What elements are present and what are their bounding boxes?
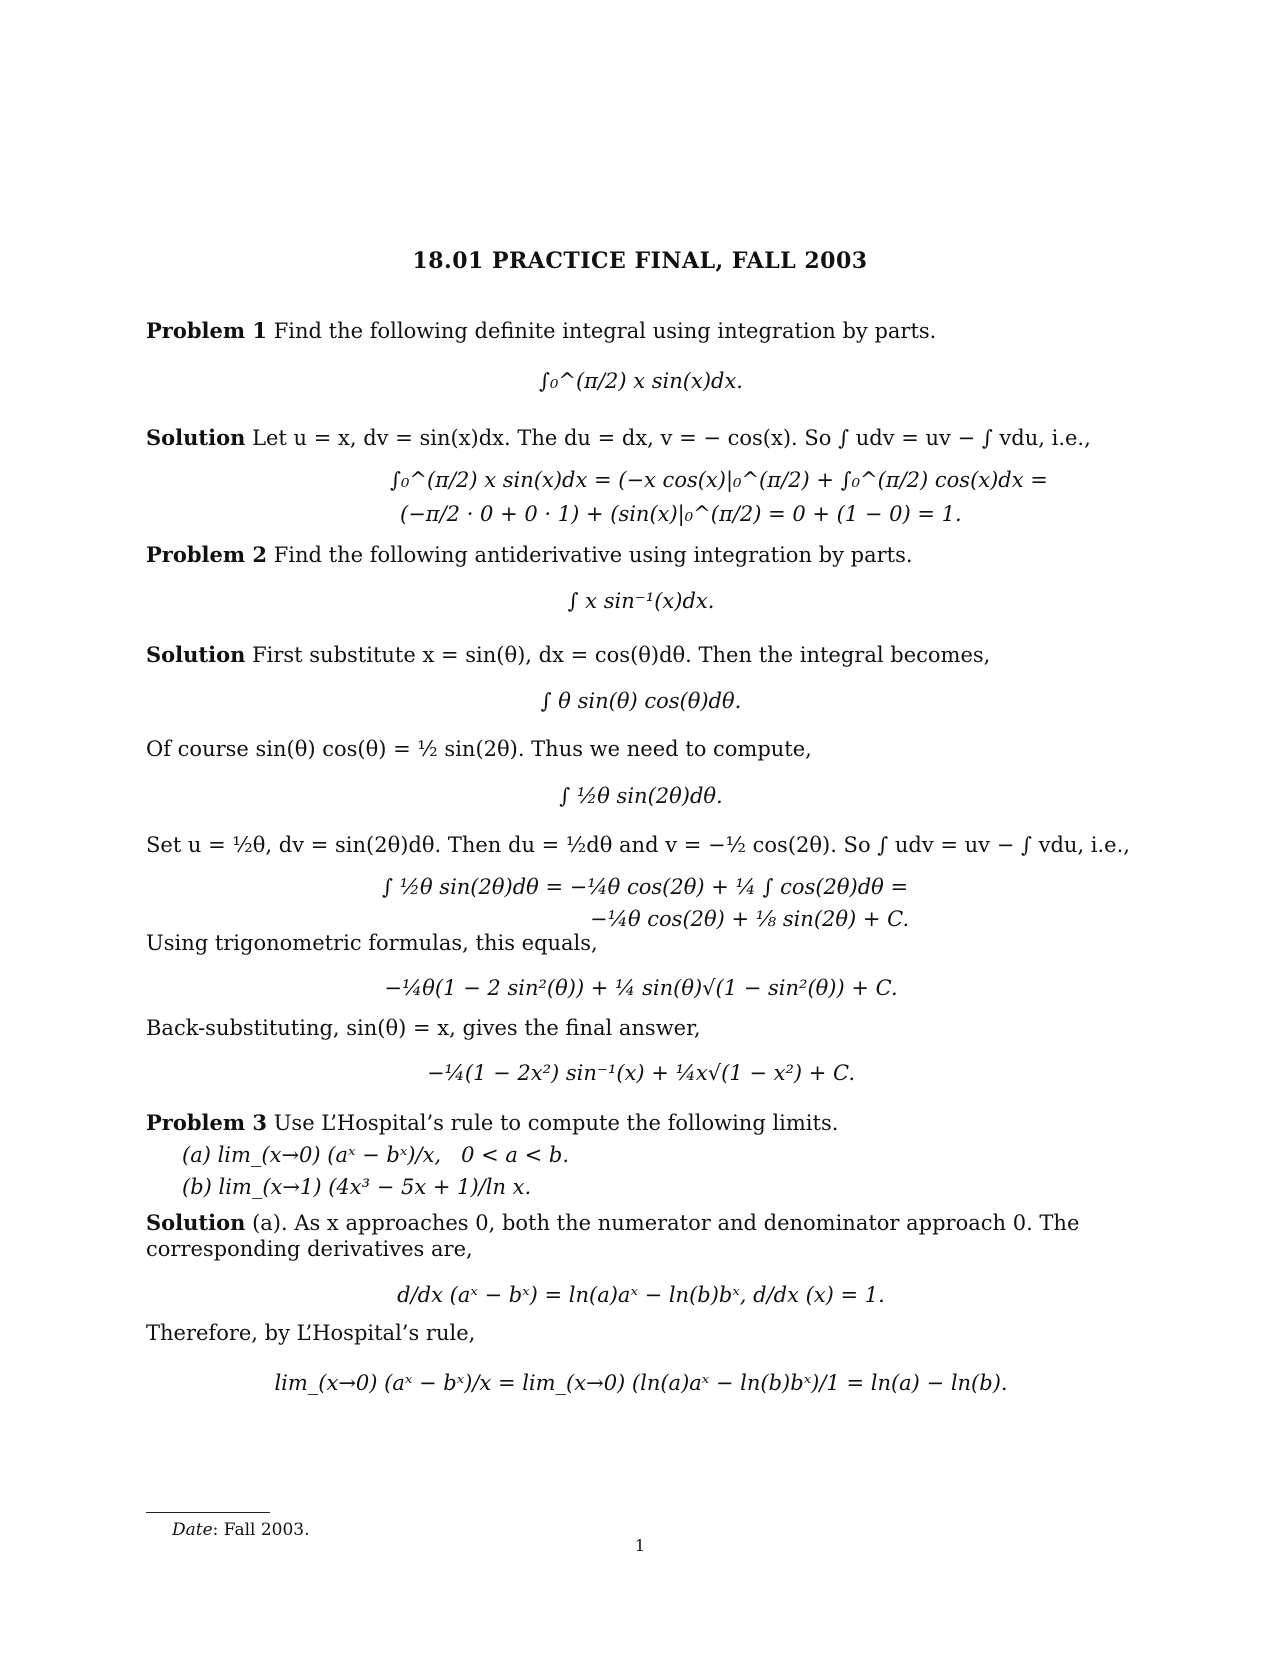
solution-text: (a). As x approaches 0, both the numerator and denominator approach 0. The corresponding derivatives are,: [146, 1211, 1080, 1262]
problem-2-display-3: ∫ ½θ sin(2θ)dθ.: [559, 784, 723, 808]
problem-3-text: Use L’Hospital’s rule to compute the following limits.: [273, 1111, 839, 1135]
solution-label: Solution: [146, 642, 246, 667]
problem-2-solution: [146, 642, 1136, 668]
problem-3-display-1: d/dx (aˣ − bˣ) = ln(a)aˣ − ln(b)bˣ, d/dx (x) = 1.: [397, 1283, 885, 1307]
problem-2-line-3: Of course sin(θ) cos(θ) = ½ sin(2θ). Thus we need to compute,: [146, 737, 812, 761]
problem-1-solution: [146, 425, 1136, 451]
problem-1-statement: [146, 318, 1136, 344]
page-title: 18.01 PRACTICE FINAL, FALL 2003: [412, 248, 868, 274]
problem-2-line-4: Set u = ½θ, dv = sin(2θ)dθ. Then du = ½dθ and v = −½ cos(2θ). So ∫ udv = uv − ∫ vdu, i.e.,: [146, 833, 1130, 857]
footnote-key: Date: [172, 1520, 213, 1540]
problem-2-display: ∫ x sin⁻¹(x)dx.: [567, 589, 715, 613]
solution-text: Let u = x, dv = sin(x)dx. The du = dx, v = − cos(x). So ∫ udv = uv − ∫ vdu, i.e.,: [252, 426, 1091, 450]
problem-3-statement: [146, 1110, 1136, 1136]
problem-3-item-b: (b) lim_(x→1) (4x³ − 5x + 1)/ln x.: [182, 1175, 532, 1199]
problem-2-display-2: ∫ θ sin(θ) cos(θ)dθ.: [540, 689, 742, 713]
solution-label: Solution: [146, 425, 246, 450]
problem-2-line-6: Back-substituting, sin(θ) = x, gives the final answer,: [146, 1016, 701, 1040]
problem-3-item-a: (a) lim_(x→0) (aˣ − bˣ)/x, 0 < a < b.: [182, 1143, 570, 1167]
problem-3-display-2: lim_(x→0) (aˣ − bˣ)/x = lim_(x→0) (ln(a)aˣ − ln(b)bˣ)/1 = ln(a) − ln(b).: [274, 1371, 1008, 1395]
footnote-rule: [146, 1512, 270, 1513]
problem-1-equation-2: (−π/2 · 0 + 0 · 1) + (sin(x)|₀^(π/2) = 0 + (1 − 0) = 1.: [400, 502, 962, 526]
problem-2-display-6: −¼(1 − 2x²) sin⁻¹(x) + ¼x√(1 − x²) + C.: [426, 1061, 856, 1085]
problem-2-line-5: Using trigonometric formulas, this equals,: [146, 931, 598, 955]
page-number: 1: [634, 1536, 646, 1555]
problem-2-label: Problem 2: [146, 542, 268, 567]
problem-2-equation-3: ∫ ½θ sin(2θ)dθ = −¼θ cos(2θ) + ¼ ∫ cos(2θ)dθ =: [382, 875, 909, 899]
problem-1-text: Find the following definite integral using integration by parts.: [273, 319, 937, 343]
solution-text: First substitute x = sin(θ), dx = cos(θ)dθ. Then the integral becomes,: [252, 643, 991, 667]
problem-1-equation-1: ∫₀^(π/2) x sin(x)dx = (−x cos(x)|₀^(π/2) + ∫₀^(π/2) cos(x)dx =: [390, 468, 1048, 492]
problem-1-label: Problem 1: [146, 318, 268, 343]
problem-3-line-2: Therefore, by L’Hospital’s rule,: [146, 1321, 476, 1345]
problem-2-equation-4: −¼θ cos(2θ) + ⅛ sin(2θ) + C.: [590, 907, 910, 931]
problem-3-label: Problem 3: [146, 1110, 268, 1135]
problem-3-solution: [146, 1210, 1136, 1263]
problem-2-statement: [146, 542, 1136, 568]
solution-label: Solution: [146, 1210, 246, 1235]
footnote-value: : Fall 2003.: [212, 1520, 310, 1540]
problem-2-display-5: −¼θ(1 − 2 sin²(θ)) + ¼ sin(θ)√(1 − sin²(θ)) + C.: [384, 976, 898, 1000]
problem-2-text: Find the following antiderivative using integration by parts.: [273, 543, 913, 567]
problem-1-display: ∫₀^(π/2) x sin(x)dx.: [539, 369, 743, 393]
